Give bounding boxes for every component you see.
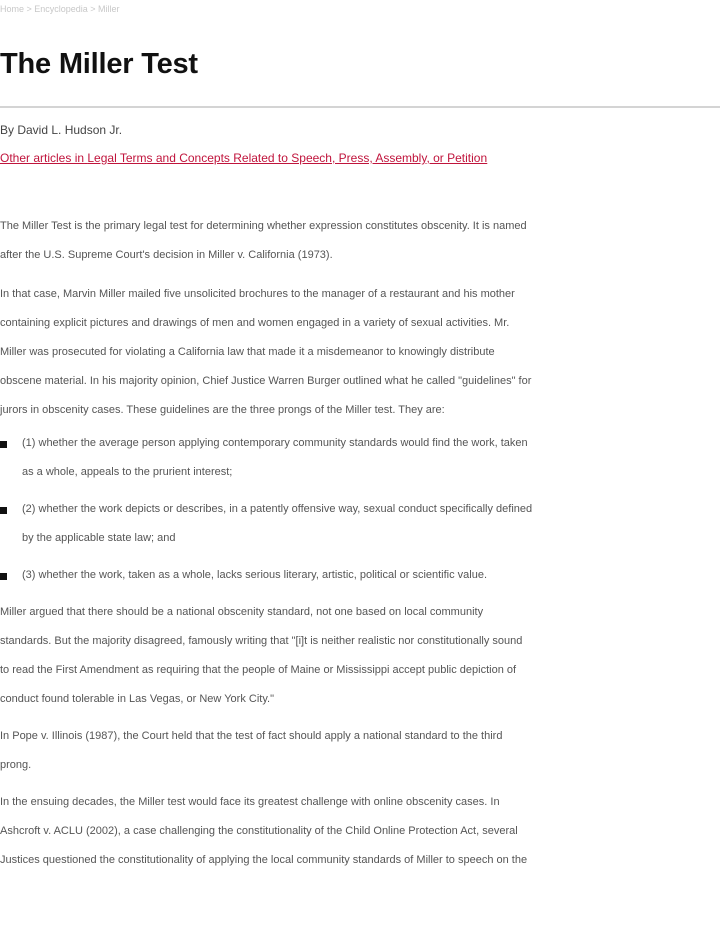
bullet-icon (0, 573, 7, 580)
miller-prongs-list (0, 429, 720, 590)
text-line: Miller argued that there should be a national obscenity standard, not one based on local community (0, 606, 484, 618)
bullet-icon (0, 441, 7, 448)
bullet-icon (0, 507, 7, 514)
text-line: containing explicit pictures and drawings of men and women engaged in a variety of sexual activities. Mr. (0, 317, 510, 329)
text-line: standards. But the majority disagreed, famously writing that "[i]t is neither realistic nor constitutionally sound (0, 635, 523, 647)
text-line: Miller was prosecuted for violating a California law that made it a misdemeanor to knowingly distribute (0, 346, 495, 358)
text-line: as a whole, appeals to the prurient interest; (22, 466, 233, 478)
list-item (0, 429, 720, 487)
text-line: Justices questioned the constitutionality of applying the local community standards of Miller to speech on the (0, 854, 528, 866)
other-articles-line (0, 151, 487, 165)
text-line: by the applicable state law; and (22, 532, 176, 544)
text-line: Ashcroft v. ACLU (2002), a case challenging the constitutionality of the Child Online Protection Act, several (0, 825, 518, 837)
text-line: prong. (0, 759, 32, 771)
text-line: to read the First Amendment as requiring that the people of Maine or Mississippi accept public depiction of (0, 664, 517, 676)
paragraph (0, 788, 720, 875)
other-articles-prefix: Other articles in (0, 151, 85, 165)
paragraph (0, 722, 720, 780)
list-item (0, 561, 720, 590)
category-link[interactable]: Legal Terms and Concepts Related to Speech, Press, Assembly, or Petition (87, 151, 488, 165)
text-line: conduct found tolerable in Las Vegas, or New York City." (0, 693, 274, 705)
paragraph (0, 212, 720, 241)
text-line: In the ensuing decades, the Miller test would face its greatest challenge with online obscenity cases. In (0, 796, 500, 808)
text-line: (3) whether the work, taken as a whole, lacks serious literary, artistic, political or scientific value. (22, 569, 488, 581)
page-title: The Miller Test (0, 48, 198, 80)
text-line: (1) whether the average person applying contemporary community standards would find the work, taken (22, 437, 528, 449)
paragraph (0, 598, 720, 714)
title-divider (0, 106, 720, 108)
text-line: The Miller Test is the primary legal test for determining whether expression constitutes obscenity. It is named (0, 220, 527, 232)
text-line: after the U.S. Supreme Court's decision in Miller v. California (1973). (0, 249, 333, 261)
text-line: jurors in obscenity cases. These guidelines are the three prongs of the Miller test. They are: (0, 404, 445, 416)
text-line: In that case, Marvin Miller mailed five unsolicited brochures to the manager of a restaurant and his mother (0, 288, 515, 300)
paragraph (0, 280, 720, 425)
text-line: In Pope v. Illinois (1987), the Court held that the test of fact should apply a national standard to the third (0, 730, 503, 742)
breadcrumb[interactable]: Home > Encyclopedia > Miller (0, 4, 120, 14)
article-body (0, 212, 720, 875)
paragraph (0, 241, 720, 270)
author-byline: By David L. Hudson Jr. (0, 123, 123, 137)
list-item (0, 495, 720, 553)
text-line: (2) whether the work depicts or describes, in a patently offensive way, sexual conduct specifically defined (22, 503, 533, 515)
text-line: obscene material. In his majority opinion, Chief Justice Warren Burger outlined what he called "guidelines" for (0, 375, 532, 387)
